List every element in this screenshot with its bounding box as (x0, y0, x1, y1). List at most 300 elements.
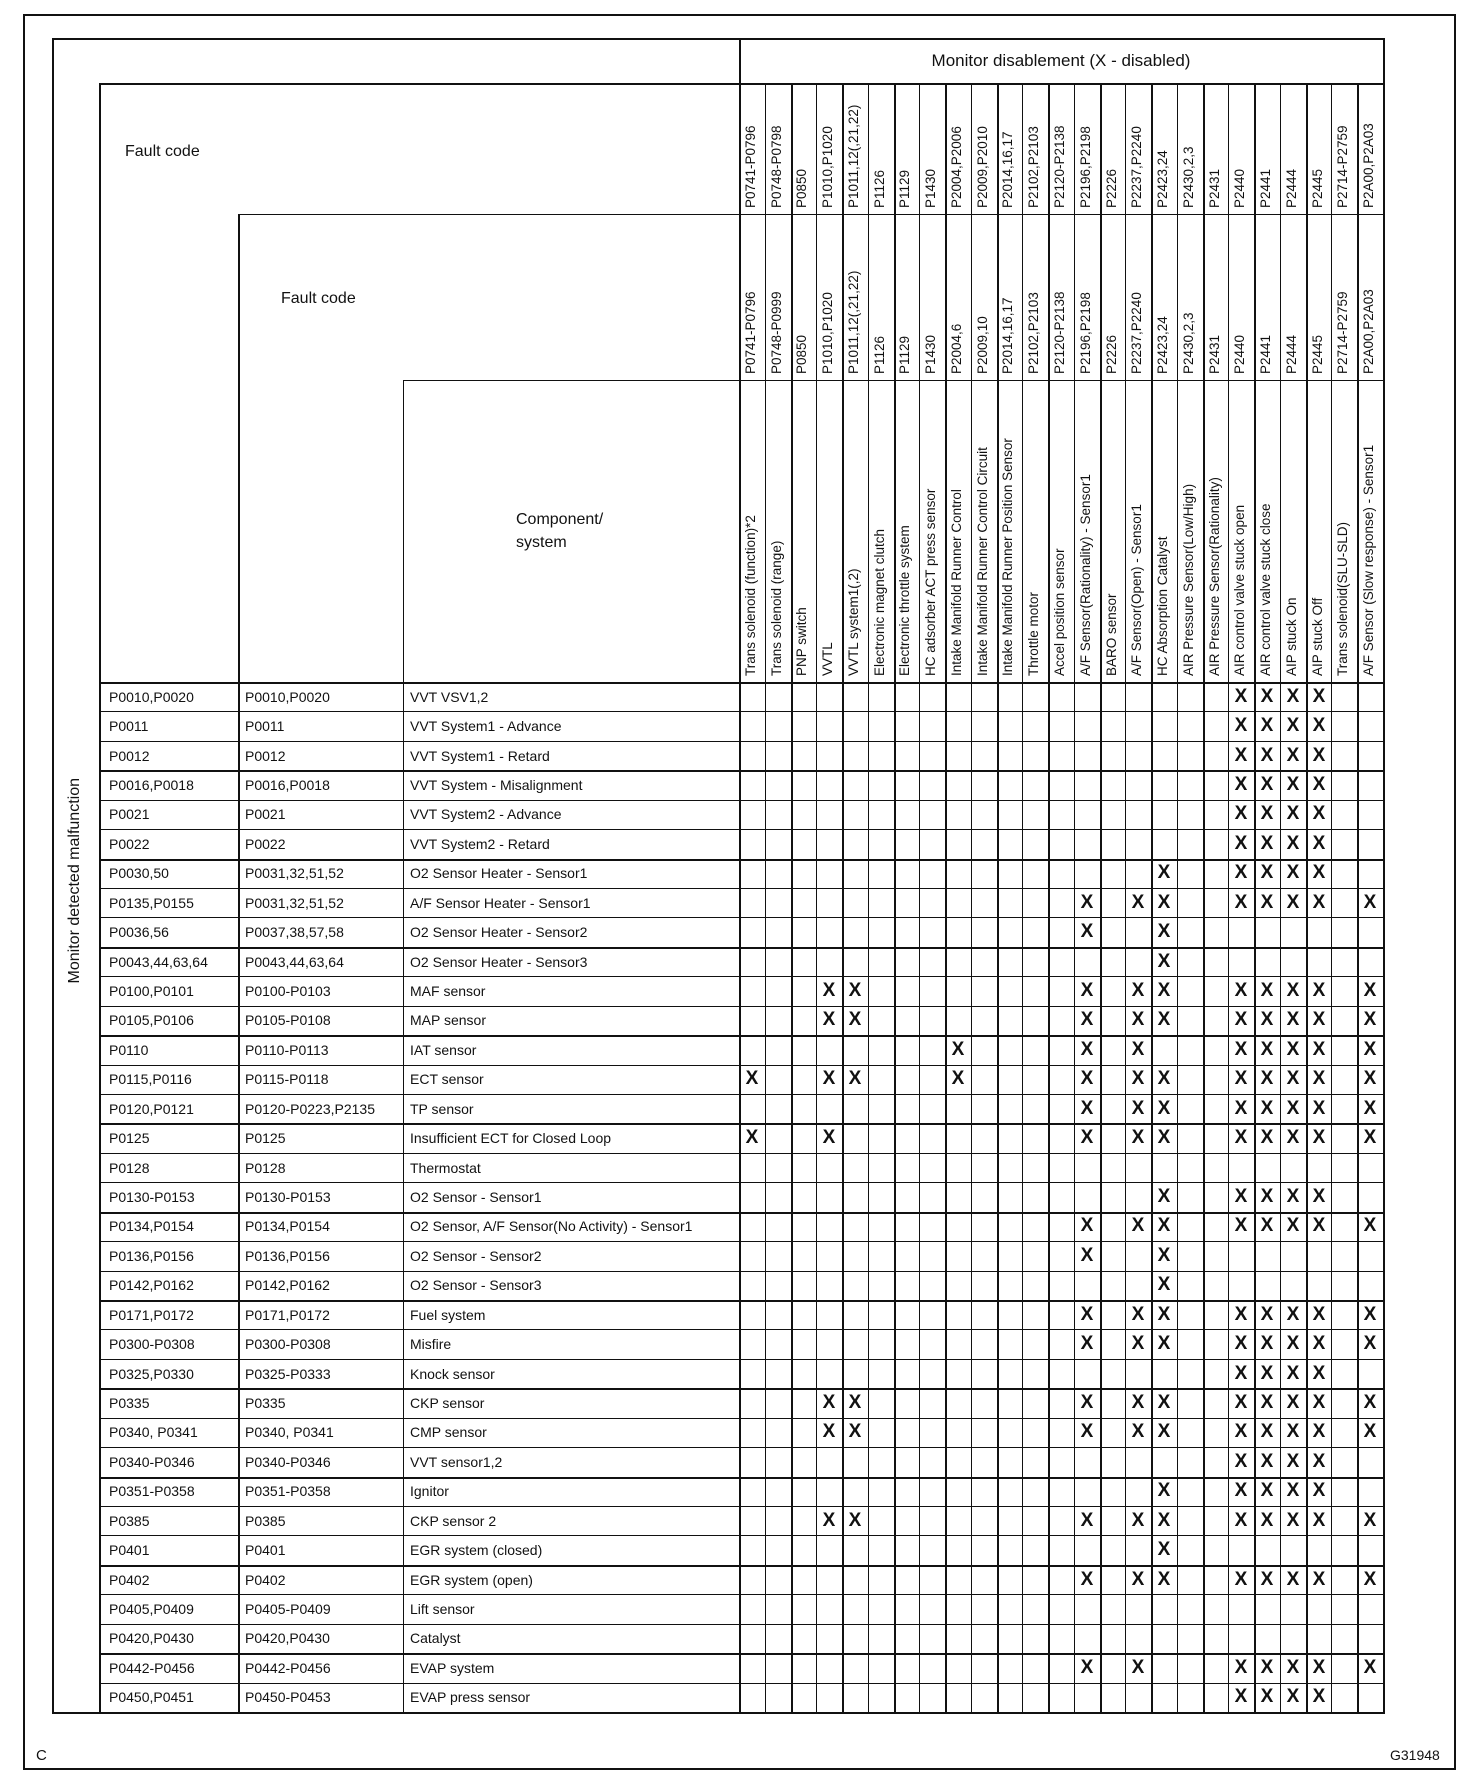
column-divider (919, 83, 920, 1712)
disabled-mark: X (1131, 892, 1145, 913)
disabled-mark: X (1260, 1333, 1274, 1354)
row-fault-code-primary: P0115,P0116 (109, 1071, 192, 1087)
column-system-name: Trans solenoid(SLU-SLD) (1335, 521, 1350, 676)
disabled-mark: X (1286, 1657, 1300, 1678)
disabled-mark: X (1157, 1215, 1171, 1236)
row-component-system: O2 Sensor - Sensor3 (410, 1277, 542, 1293)
disabled-mark: X (1131, 1009, 1145, 1030)
column-system-name: Accel position sensor (1052, 548, 1067, 676)
column-system-name: Intake Manifold Runner Control (949, 489, 964, 676)
row-fault-code-secondary: P0125 (245, 1130, 286, 1146)
disabled-mark: X (1363, 1333, 1377, 1354)
disabled-mark: X (1234, 1569, 1248, 1590)
column-code-secondary: P2009,10 (975, 316, 990, 374)
row-fault-code-secondary: P0402 (245, 1572, 286, 1588)
column-code-secondary: P2102,P2103 (1026, 292, 1041, 374)
row-component-system: Insufficient ECT for Closed Loop (410, 1130, 612, 1146)
disabled-mark: X (1363, 1392, 1377, 1413)
row-divider (99, 741, 1383, 742)
row-fault-code-primary: P0021 (109, 806, 150, 822)
disabled-mark: X (1363, 1127, 1377, 1148)
disabled-mark: X (1080, 1098, 1094, 1119)
disabled-mark: X (1286, 1392, 1300, 1413)
row-divider (99, 1300, 1383, 1302)
row-divider (99, 1065, 1383, 1066)
column-code-primary: P1010,P1020 (820, 126, 835, 208)
row-divider (99, 1594, 1383, 1595)
row-fault-code-secondary: P0300-P0308 (245, 1336, 331, 1352)
disabled-mark: X (1131, 1215, 1145, 1236)
row-divider (99, 1271, 1383, 1272)
disabled-mark: X (1080, 1421, 1094, 1442)
column-divider (945, 83, 947, 1712)
disabled-mark: X (1157, 1510, 1171, 1531)
disabled-mark: X (1260, 1686, 1274, 1707)
disabled-mark: X (1260, 1392, 1274, 1413)
disabled-mark: X (1157, 1333, 1171, 1354)
disabled-mark: X (1157, 1068, 1171, 1089)
disabled-mark: X (1312, 1009, 1326, 1030)
column-code-primary: P2431 (1207, 168, 1222, 208)
column-divider (816, 83, 817, 1712)
row-component-system: O2 Sensor Heater - Sensor3 (410, 954, 588, 970)
disabled-mark: X (1234, 1392, 1248, 1413)
disabled-mark: X (1234, 1186, 1248, 1207)
row-divider (99, 711, 1383, 712)
disabled-mark: X (1260, 1363, 1274, 1384)
row-fault-code-secondary: P0420,P0430 (245, 1630, 330, 1646)
column-code-secondary: P2441 (1258, 334, 1273, 374)
disabled-mark: X (1080, 1009, 1094, 1030)
row-fault-code-primary: P0022 (109, 836, 150, 852)
disabled-mark: X (1286, 1215, 1300, 1236)
column-system-name: A/F Sensor(Rationality) - Sensor1 (1078, 474, 1093, 676)
disabled-mark: X (1286, 1686, 1300, 1707)
column-code-primary: P0748-P0798 (769, 125, 784, 208)
column-system-name: Trans solenoid (function)*2 (743, 515, 758, 676)
row-fault-code-secondary: P0115-P0118 (245, 1071, 329, 1087)
disabled-mark: X (1312, 1068, 1326, 1089)
disabled-mark: X (1260, 1009, 1274, 1030)
row-fault-code-primary: P0325,P0330 (109, 1366, 194, 1382)
disabled-mark: X (1312, 1127, 1326, 1148)
disabled-mark: X (822, 1421, 836, 1442)
row-fault-code-primary: P0450,P0451 (109, 1689, 194, 1705)
table-border-right (1383, 38, 1385, 1714)
row-fault-code-secondary: P0037,38,57,58 (245, 924, 344, 940)
disabled-mark: X (1312, 1039, 1326, 1060)
column-code-secondary: P2431 (1207, 334, 1222, 374)
row-fault-code-primary: P0128 (109, 1160, 150, 1176)
row-fault-code-secondary: P0022 (245, 836, 286, 852)
disabled-mark: X (1312, 1333, 1326, 1354)
disabled-mark: X (1157, 1304, 1171, 1325)
disabled-mark: X (1363, 1421, 1377, 1442)
disabled-mark: X (1234, 1009, 1248, 1030)
disabled-mark: X (1080, 892, 1094, 913)
disabled-mark: X (1131, 980, 1145, 1001)
row-fault-code-secondary: P0105-P0108 (245, 1012, 331, 1028)
row-component-system: EGR system (open) (410, 1572, 533, 1588)
column-code-primary: P2430,2,3 (1181, 146, 1196, 208)
disabled-mark: X (1312, 980, 1326, 1001)
row-fault-code-secondary: P0325-P0333 (245, 1366, 331, 1382)
row-fault-code-secondary: P0401 (245, 1542, 286, 1558)
row-fault-code-primary: P0136,P0156 (109, 1248, 194, 1264)
column-code-secondary: P0741-P0796 (743, 291, 758, 374)
disabled-mark: X (1286, 1068, 1300, 1089)
fault-code-header-secondary: Fault code (281, 290, 356, 307)
row-fault-code-primary: P0142,P0162 (109, 1277, 194, 1293)
row-fault-code-primary: P0120,P0121 (109, 1101, 194, 1117)
row-component-system: O2 Sensor - Sensor2 (410, 1248, 542, 1264)
row-fault-code-secondary: P0110-P0113 (245, 1042, 329, 1058)
disabled-mark: X (1363, 1657, 1377, 1678)
row-fault-code-primary: P0135,P0155 (109, 895, 194, 911)
disabled-mark: X (1234, 715, 1248, 736)
disabled-mark: X (1312, 1186, 1326, 1207)
disabled-mark: X (848, 1392, 862, 1413)
disabled-mark: X (1131, 1333, 1145, 1354)
row-component-system: MAF sensor (410, 983, 486, 999)
row-component-system: CKP sensor 2 (410, 1513, 497, 1529)
figure-id: G31948 (1390, 1747, 1440, 1763)
column-system-name: AIR Pressure Sensor(Rationality) (1207, 477, 1222, 676)
disabled-mark: X (1260, 1569, 1274, 1590)
row-fault-code-primary: P0385 (109, 1513, 150, 1529)
column-code-secondary: P2445 (1310, 334, 1325, 374)
row-component-system: A/F Sensor Heater - Sensor1 (410, 895, 591, 911)
grid-line (238, 214, 1383, 215)
disabled-mark: X (1080, 1333, 1094, 1354)
row-divider (99, 947, 1383, 949)
disabled-mark: X (1363, 1304, 1377, 1325)
disabled-mark: X (1363, 1510, 1377, 1531)
column-code-secondary: P2120-P2138 (1052, 291, 1067, 374)
disabled-mark: X (951, 1039, 965, 1060)
disabled-mark: X (1260, 1451, 1274, 1472)
disabled-mark: X (1157, 921, 1171, 942)
disabled-mark: X (1260, 1421, 1274, 1442)
disabled-mark: X (822, 980, 836, 1001)
row-fault-code-primary: P0043,44,63,64 (109, 954, 208, 970)
row-divider (99, 1447, 1383, 1448)
disabled-mark: X (1260, 862, 1274, 883)
row-fault-code-primary: P0340-P0346 (109, 1454, 195, 1470)
row-component-system: EVAP press sensor (410, 1689, 531, 1705)
disabled-mark: X (1234, 1304, 1248, 1325)
row-component-system: CKP sensor (410, 1395, 485, 1411)
disabled-mark: X (1286, 774, 1300, 795)
disabled-mark: X (1312, 715, 1326, 736)
row-divider (99, 859, 1383, 861)
row-component-system: Ignitor (410, 1483, 449, 1499)
row-fault-code-primary: P0351-P0358 (109, 1483, 195, 1499)
table-border-left (52, 38, 54, 1712)
column-divider (1177, 83, 1178, 1712)
column-code-primary: P2A00,P2A03 (1361, 123, 1376, 208)
disabled-mark: X (1157, 1245, 1171, 1266)
column-code-secondary: P2423,24 (1155, 316, 1170, 374)
column-system-name: HC adsorber ACT press sensor (923, 488, 938, 676)
row-fault-code-primary: P0110 (109, 1042, 149, 1058)
column-code-secondary: P2014,16,17 (1000, 297, 1015, 374)
row-fault-code-secondary: P0012 (245, 748, 286, 764)
disabled-mark: X (1286, 1569, 1300, 1590)
column-system-name: Electronic throttle system (897, 525, 912, 676)
component-header-line1: Component/ (516, 511, 604, 528)
disabled-mark: X (1234, 833, 1248, 854)
row-fault-code-secondary: P0011 (245, 718, 285, 734)
column-divider (842, 83, 844, 1712)
disabled-mark: X (1234, 803, 1248, 824)
column-code-secondary: P1011,12(,21,22) (846, 270, 861, 374)
disabled-mark: X (1312, 745, 1326, 766)
disabled-mark: X (1286, 715, 1300, 736)
row-fault-code-secondary: P0351-P0358 (245, 1483, 331, 1499)
disabled-mark: X (1080, 1127, 1094, 1148)
column-code-secondary: P0748-P0999 (769, 291, 784, 374)
disabled-mark: X (1234, 1451, 1248, 1472)
disabled-mark: X (848, 1068, 862, 1089)
row-fault-code-primary: P0134,P0154 (109, 1218, 194, 1234)
disabled-mark: X (1312, 1480, 1326, 1501)
row-fault-code-primary: P0442-P0456 (109, 1660, 195, 1676)
disabled-mark: X (1157, 862, 1171, 883)
column-code-secondary: P1126 (872, 335, 887, 374)
disabled-mark: X (822, 1009, 836, 1030)
disabled-mark: X (822, 1068, 836, 1089)
grid-line (739, 38, 741, 1712)
disabled-mark: X (1157, 1098, 1171, 1119)
row-component-system: IAT sensor (410, 1042, 477, 1058)
disabled-mark: X (1234, 862, 1248, 883)
row-component-system: Thermostat (410, 1160, 481, 1176)
grid-line (403, 380, 1383, 381)
disabled-mark: X (1234, 1421, 1248, 1442)
disabled-mark: X (1312, 1686, 1326, 1707)
row-component-system: MAP sensor (410, 1012, 486, 1028)
disabled-mark: X (1234, 1068, 1248, 1089)
row-fault-code-secondary: P0340, P0341 (245, 1424, 334, 1440)
grid-line (238, 214, 240, 1712)
column-code-primary: P1430 (923, 168, 938, 208)
row-fault-code-secondary: P0134,P0154 (245, 1218, 330, 1234)
row-fault-code-secondary: P0405-P0409 (245, 1601, 331, 1617)
disabled-mark: X (1131, 1510, 1145, 1531)
disabled-mark: X (1312, 1657, 1326, 1678)
disabled-mark: X (1286, 1127, 1300, 1148)
row-component-system: O2 Sensor, A/F Sensor(No Activity) - Sensor1 (410, 1218, 693, 1234)
row-fault-code-primary: P0036,56 (109, 924, 169, 940)
column-code-secondary: P2440 (1232, 334, 1247, 374)
disabled-mark: X (1234, 1333, 1248, 1354)
row-divider (99, 1182, 1383, 1183)
row-fault-code-primary: P0171,P0172 (109, 1307, 194, 1323)
disabled-mark: X (1363, 1569, 1377, 1590)
column-system-name: PNP switch (794, 607, 809, 676)
disabled-mark: X (1312, 1098, 1326, 1119)
disabled-mark: X (1286, 745, 1300, 766)
row-component-system: VVT System2 - Advance (410, 806, 562, 822)
disabled-mark: X (1286, 980, 1300, 1001)
row-divider (99, 1653, 1383, 1655)
grid-line (403, 380, 404, 1712)
disabled-mark: X (1286, 1451, 1300, 1472)
disabled-mark: X (1312, 1421, 1326, 1442)
disabled-mark: X (1131, 1304, 1145, 1325)
column-system-name: VVTL system1(,2) (846, 568, 861, 676)
column-code-secondary: P1430 (923, 334, 938, 374)
disabled-mark: X (1234, 1686, 1248, 1707)
disabled-mark: X (1080, 980, 1094, 1001)
disabled-mark: X (1131, 1421, 1145, 1442)
disabled-mark: X (1312, 1363, 1326, 1384)
disabled-mark: X (1286, 892, 1300, 913)
column-system-name: AIR control valve stuck close (1258, 503, 1273, 676)
row-fault-code-primary: P0405,P0409 (109, 1601, 194, 1617)
disabled-mark: X (1260, 745, 1274, 766)
row-fault-code-primary: P0300-P0308 (109, 1336, 195, 1352)
row-component-system: ECT sensor (410, 1071, 484, 1087)
row-component-system: Fuel system (410, 1307, 486, 1323)
disabled-mark: X (1286, 1039, 1300, 1060)
row-divider (99, 1123, 1383, 1125)
column-code-primary: P0741-P0796 (743, 125, 758, 208)
disabled-mark: X (848, 1009, 862, 1030)
column-code-secondary: P1010,P1020 (820, 292, 835, 374)
column-code-secondary: P2004,6 (949, 323, 964, 374)
column-code-secondary: P0850 (794, 334, 809, 374)
disabled-mark: X (1260, 715, 1274, 736)
row-component-system: VVT System1 - Retard (410, 748, 550, 764)
row-fault-code-secondary: P0385 (245, 1513, 286, 1529)
row-fault-code-secondary: P0128 (245, 1160, 286, 1176)
disabled-mark: X (1131, 1068, 1145, 1089)
disabled-mark: X (1260, 1304, 1274, 1325)
disabled-mark: X (1080, 1569, 1094, 1590)
figure-corner-label: C (36, 1747, 47, 1764)
disabled-mark: X (1363, 1039, 1377, 1060)
column-code-primary: P2237,P2240 (1129, 126, 1144, 208)
column-code-secondary: P2714-P2759 (1335, 291, 1350, 374)
row-fault-code-primary: P0016,P0018 (109, 777, 194, 793)
column-divider (868, 83, 869, 1712)
disabled-mark: X (1312, 833, 1326, 854)
disabled-mark: X (1312, 1451, 1326, 1472)
row-component-system: VVT System2 - Retard (410, 836, 550, 852)
disabled-mark: X (1157, 980, 1171, 1001)
column-divider (971, 83, 972, 1712)
row-fault-code-secondary: P0031,32,51,52 (245, 895, 344, 911)
column-divider (997, 83, 999, 1712)
column-code-primary: P2196,P2198 (1078, 126, 1093, 208)
row-divider (99, 1329, 1383, 1330)
disabled-mark: X (1157, 1009, 1171, 1030)
row-fault-code-primary: P0402 (109, 1572, 150, 1588)
disabled-mark: X (1157, 1392, 1171, 1413)
disabled-mark: X (822, 1392, 836, 1413)
disabled-mark: X (1260, 833, 1274, 854)
component-header-line2: system (516, 534, 567, 551)
row-component-system: VVT VSV1,2 (410, 689, 489, 705)
disabled-mark: X (1363, 1009, 1377, 1030)
row-divider (99, 1683, 1383, 1684)
column-code-primary: P2440 (1232, 168, 1247, 208)
column-code-primary: P2014,16,17 (1000, 131, 1015, 208)
disabled-mark: X (1312, 1304, 1326, 1325)
row-fault-code-primary: P0125 (109, 1130, 150, 1146)
disabled-mark: X (1363, 1215, 1377, 1236)
disabled-mark: X (1312, 1510, 1326, 1531)
column-code-primary: P2441 (1258, 168, 1273, 208)
disabled-mark: X (1234, 774, 1248, 795)
column-code-primary: P2009,P2010 (975, 126, 990, 208)
column-system-name: AIR control valve stuck open (1232, 504, 1247, 676)
disabled-mark: X (1286, 1480, 1300, 1501)
disabled-mark: X (1286, 1421, 1300, 1442)
column-divider (1100, 83, 1102, 1712)
grid-line (99, 682, 1383, 684)
column-code-primary: P2714-P2759 (1335, 125, 1350, 208)
row-component-system: EGR system (closed) (410, 1542, 543, 1558)
disabled-mark: X (1157, 1480, 1171, 1501)
row-fault-code-secondary: P0010,P0020 (245, 689, 330, 705)
disabled-mark: X (1312, 774, 1326, 795)
disabled-mark: X (1363, 980, 1377, 1001)
disabled-mark: X (1286, 1510, 1300, 1531)
disabled-mark: X (1260, 803, 1274, 824)
column-system-name: Throttle motor (1026, 591, 1041, 676)
column-divider (765, 83, 766, 1712)
disabled-mark: X (1234, 1657, 1248, 1678)
disabled-mark: X (1080, 1039, 1094, 1060)
disabled-mark: X (1080, 1510, 1094, 1531)
column-code-primary: P2226 (1104, 168, 1119, 208)
disabled-mark: X (1260, 1127, 1274, 1148)
row-fault-code-secondary: P0031,32,51,52 (245, 865, 344, 881)
row-divider (99, 976, 1383, 977)
row-component-system: Lift sensor (410, 1601, 475, 1617)
row-component-system: VVT sensor1,2 (410, 1454, 503, 1470)
disabled-mark: X (1286, 1186, 1300, 1207)
disabled-mark: X (1157, 1569, 1171, 1590)
column-system-name: HC Absorption Catalyst (1155, 536, 1170, 676)
disabled-mark: X (1260, 774, 1274, 795)
disabled-mark: X (1312, 1215, 1326, 1236)
row-fault-code-secondary: P0043,44,63,64 (245, 954, 344, 970)
row-component-system: Knock sensor (410, 1366, 495, 1382)
row-divider (99, 1359, 1383, 1360)
row-component-system: O2 Sensor Heater - Sensor1 (410, 865, 588, 881)
row-fault-code-primary: P0340, P0341 (109, 1424, 198, 1440)
disabled-mark: X (1312, 892, 1326, 913)
disabled-mark: X (1080, 1657, 1094, 1678)
disabled-mark: X (1131, 1098, 1145, 1119)
disabled-mark: X (1286, 1333, 1300, 1354)
disabled-mark: X (1234, 745, 1248, 766)
disabled-mark: X (1234, 1127, 1248, 1148)
row-component-system: VVT System1 - Advance (410, 718, 562, 734)
row-fault-code-secondary: P0340-P0346 (245, 1454, 331, 1470)
row-divider (99, 1212, 1383, 1214)
disabled-mark: X (1234, 1480, 1248, 1501)
disabled-mark: X (1131, 1569, 1145, 1590)
disabled-mark: X (1234, 1098, 1248, 1119)
row-divider (99, 1624, 1383, 1625)
monitor-disablement-title: Monitor disablement (X - disabled) (931, 51, 1191, 70)
row-divider (99, 1153, 1383, 1154)
